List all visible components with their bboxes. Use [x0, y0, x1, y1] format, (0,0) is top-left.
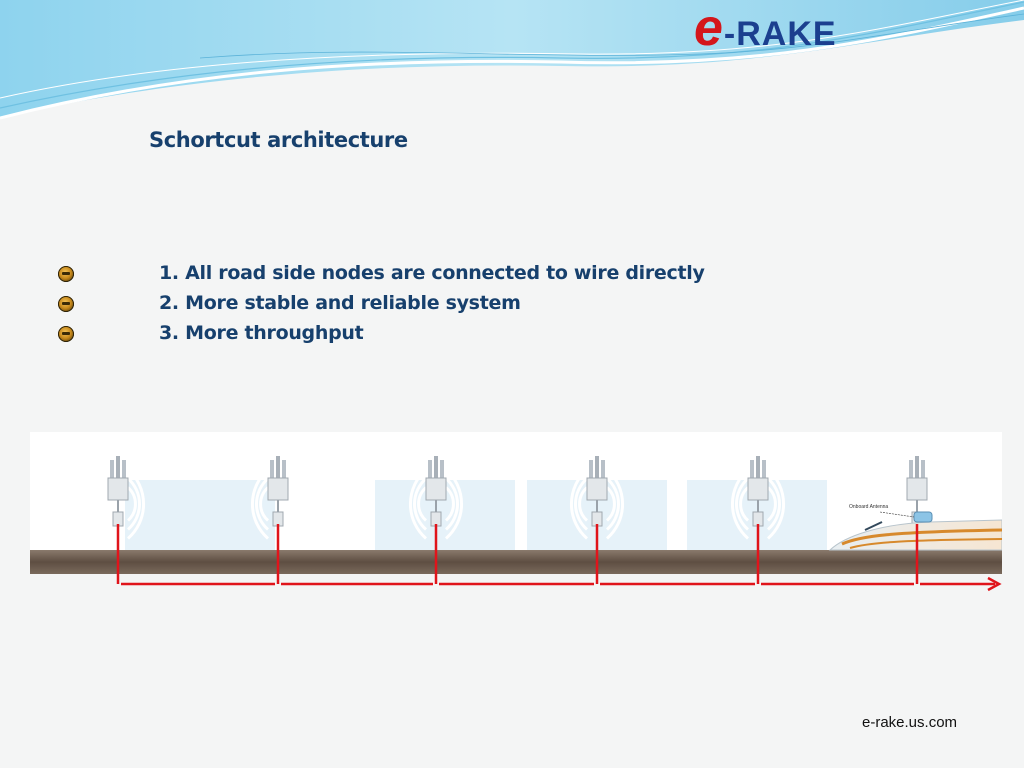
round-bullet-icon: [58, 296, 74, 312]
node-housing: [268, 478, 288, 500]
node-box: [753, 512, 763, 526]
node-housing: [426, 478, 446, 500]
brand-logo-e: e: [694, 0, 723, 57]
header-wave-decoration: [0, 0, 1024, 130]
train-antenna-label: Onboard Antenna: [849, 504, 889, 510]
footer-url: e-rake.us.com: [862, 714, 958, 731]
node-housing: [587, 478, 607, 500]
roadside-network-diagram: [30, 432, 1002, 597]
bullet-list: [58, 262, 758, 352]
bullet-item: [58, 262, 758, 292]
antenna-element: [434, 456, 438, 478]
wireless-wave-group: [125, 480, 827, 550]
node-box: [592, 512, 602, 526]
brand-logo: [694, 2, 837, 62]
node-box: [113, 512, 123, 526]
antenna-element: [915, 456, 919, 478]
round-bullet-icon: [58, 266, 74, 282]
antenna-element: [116, 456, 120, 478]
antenna-element: [756, 456, 760, 478]
bullet-item: [58, 292, 758, 322]
node-housing: [108, 478, 128, 500]
node-housing: [907, 478, 927, 500]
node-housing: [748, 478, 768, 500]
brand-logo-text: -RAKE: [723, 15, 837, 53]
bullet-text: 1. All road side nodes are connected to wire directly: [159, 262, 705, 284]
bullet-text: 2. More stable and reliable system: [159, 292, 521, 314]
ground-strip: [30, 550, 1002, 574]
node-box: [431, 512, 441, 526]
bullet-text: 3. More throughput: [159, 322, 364, 344]
antenna-element: [276, 456, 280, 478]
node-box: [273, 512, 283, 526]
bullet-item: [58, 322, 758, 352]
round-bullet-icon: [58, 326, 74, 342]
slide-title: Schortcut architecture: [149, 128, 408, 152]
antenna-element: [595, 456, 599, 478]
